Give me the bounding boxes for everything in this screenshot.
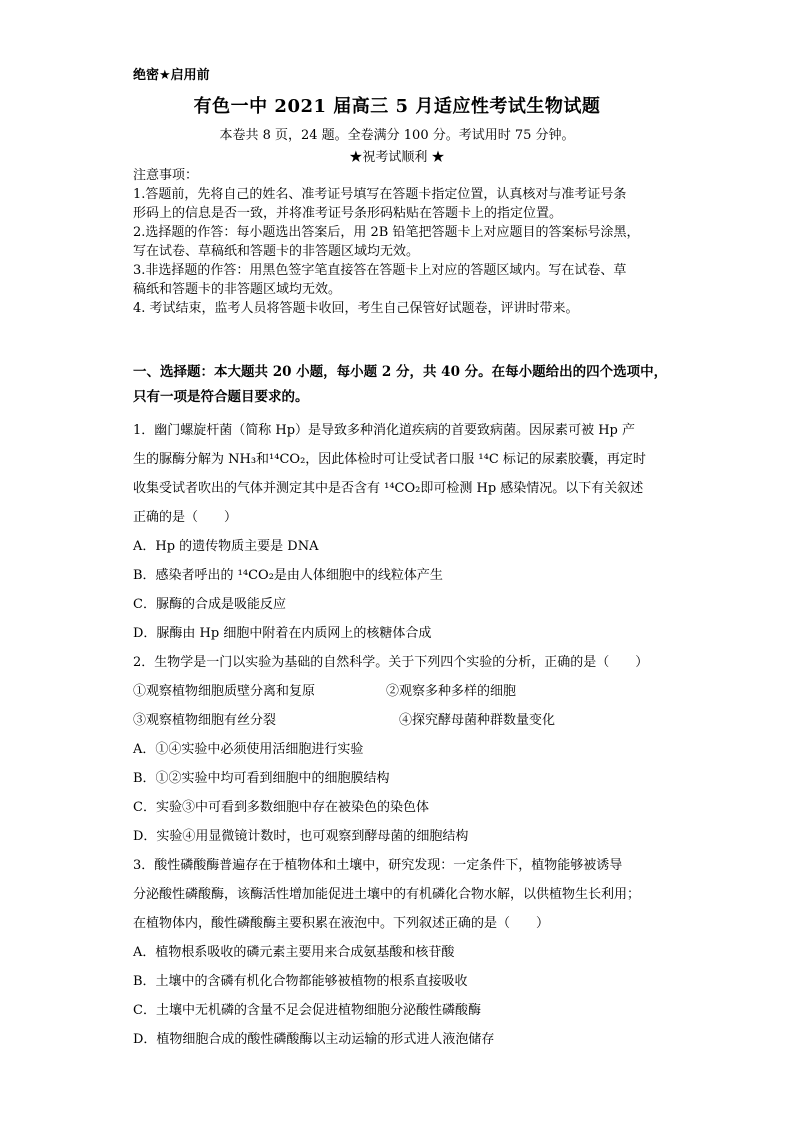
- good-luck-line: ★祝考试顺利 ★: [349, 150, 445, 165]
- question-2-option-a: A．①④实验中必须使用活细胞进行实验: [133, 742, 364, 757]
- experiment-item: ②观察多种多样的细胞: [386, 684, 517, 699]
- notes-line: 4. 考试结束，监考人员将答题卡收回，考生自己保管好试题卷，评讲时带来。: [133, 301, 579, 316]
- question-3-option-a: A．植物根系吸收的磷元素主要用来合成氨基酸和核苷酸: [133, 945, 455, 960]
- question-1-stem: 1．幽门螺旋杆菌（简称 Hp）是导致多种消化道疾病的首要致病菌。因尿素可被 Hp 产: [133, 423, 635, 438]
- experiment-row: [133, 677, 673, 706]
- question-1-option-b: B．感染者呼出的 ¹⁴CO₂是由人体细胞中的线粒体产生: [133, 568, 443, 583]
- notes-line: 写在试卷、草稿纸和答题卡的非答题区域均无效。: [133, 244, 420, 259]
- notes-line: 形码上的信息是否一致，并将准考证号条形码粘贴在答题卡上的指定位置。: [133, 206, 563, 221]
- section-heading-line: 一、选择题：本大题共 20 小题，每小题 2 分，共 40 分。在每小题给出的四个选项中，: [133, 364, 668, 380]
- exam-title: 有色一中 2021 届高三 5 月适应性考试生物试题: [193, 96, 601, 117]
- experiment-row: [133, 706, 673, 735]
- question-2-stem: 2．生物学是一门以实验为基础的自然科学。关于下列四个实验的分析，正确的是（ ）: [133, 655, 649, 670]
- notes-line: 3.非选择题的作答：用黑色签字笔直接答在答题卡上对应的答题区域内。写在试卷、草: [133, 263, 627, 278]
- question-3-option-b: B．土壤中的含磷有机化合物都能够被植物的根系直接吸收: [133, 974, 468, 989]
- notes-heading: 注意事项：: [133, 168, 199, 183]
- question-3-option-d: D．植物细胞合成的酸性磷酸酶以主动运输的形式进人液泡储存: [133, 1032, 495, 1047]
- section-heading: [133, 360, 673, 410]
- question-2-option-b: B．①②实验中均可看到细胞中的细胞膜结构: [133, 771, 390, 786]
- question-2-option-c: C．实验③中可看到多数细胞中存在被染色的染色体: [133, 800, 429, 815]
- question-3-stem: 分泌酸性磷酸酶，该酶活性增加能促进土壤中的有机磷化合物水解，以供植物生长利用；: [133, 887, 641, 902]
- question-1-option-d: D．脲酶由 Hp 细胞中附着在内质网上的核糖体合成: [133, 626, 432, 641]
- question-3-stem: 3．酸性磷酸酶普遍存在于植物体和土壤中，研究发现：一定条件下，植物能够被诱导: [133, 858, 623, 873]
- exam-info: 本卷共 8 页，24 题。全卷满分 100 分。考试用时 75 分钟。: [219, 128, 575, 143]
- question-1-option-c: C．脲酶的合成是吸能反应: [133, 597, 286, 612]
- notes-line: 1.答题前，先将自己的姓名、准考证号填写在答题卡指定位置，认真核对与准考证号条: [133, 187, 627, 202]
- notes-block: [133, 166, 669, 318]
- experiment-item: ④探究酵母菌种群数量变化: [399, 713, 556, 728]
- section-heading-line: 只有一项是符合题目要求的。: [133, 389, 309, 405]
- question-1-stem: 生的脲酶分解为 NH₃和¹⁴CO₂，因此体检时可让受试者口服 ¹⁴C 标记的尿素胶囊，再定时: [133, 452, 646, 467]
- experiment-item: ①观察植物细胞质壁分离和复原: [133, 684, 316, 699]
- confidential-mark: 绝密★启用前: [133, 68, 210, 83]
- notes-line: 2.选择题的作答：每小题选出答案后，用 2B 铅笔把答题卡上对应题目的答案标号涂黑，: [133, 225, 640, 240]
- question-1-option-a: A．Hp 的遗传物质主要是 DNA: [133, 539, 319, 554]
- question-1-stem: 正确的是（ ）: [133, 510, 238, 525]
- question-3-option-c: C．土壤中无机磷的含量不足会促进植物细胞分泌酸性磷酸酶: [133, 1003, 481, 1018]
- experiment-item: ③观察植物细胞有丝分裂: [133, 713, 277, 728]
- question-3-stem: 在植物体内，酸性磷酸酶主要积累在液泡中。下列叙述正确的是（ ）: [133, 916, 550, 931]
- questions-block: [133, 416, 673, 1054]
- notes-line: 稿纸和答题卡的非答题区域均无效。: [133, 282, 342, 297]
- question-2-option-d: D．实验④用显微镜计数时，也可观察到酵母菌的细胞结构: [133, 829, 469, 844]
- question-1-stem: 收集受试者吹出的气体并测定其中是否含有 ¹⁴CO₂即可检测 Hp 感染情况。以下有关叙述: [133, 481, 644, 496]
